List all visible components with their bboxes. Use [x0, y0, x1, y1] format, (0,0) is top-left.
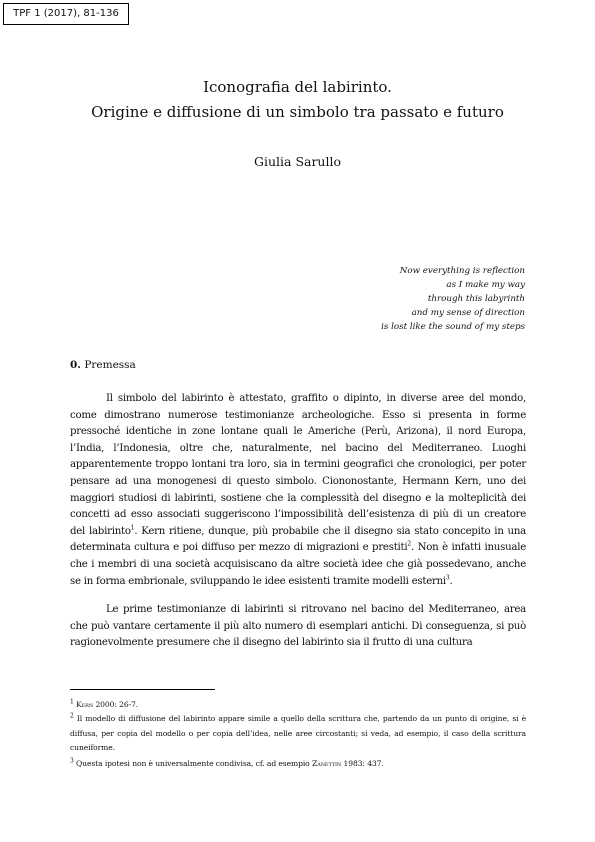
footnote-author: Zanettin [311, 759, 342, 768]
title-line-2: Origine e diffusione di un simbolo tra passato e futuro [91, 103, 504, 121]
paragraph-2: Le prime testimonianze di labirinti si ritrovano nel bacino del Mediterraneo, area che può vantare certamente il più alto numero di esemplari antichi. Di conseguenza, si può ragionevolmente presumere che il disegno del labirinto sia il frutto di una cultura [70, 604, 526, 649]
epigraph [381, 264, 525, 334]
section-number: 0. [70, 359, 81, 371]
footnote-ref[interactable]: 2 [407, 540, 411, 548]
epigraph-line: through this labyrinth [427, 294, 525, 304]
footnote-2 [70, 712, 526, 756]
paragraph-text: . [449, 575, 453, 587]
author-name: Giulia Sarullo [253, 154, 342, 169]
section-title: Premessa [84, 359, 136, 371]
footnote-number: 1 [70, 698, 74, 706]
paragraph-1 [70, 391, 526, 590]
footnote-text: Questa ipotesi non è universalmente condivisa, cf. ad esempio [76, 759, 312, 768]
footnote-number: 2 [70, 712, 74, 720]
footnote-text: Il modello di diffusione del labirinto appare simile a quello della scrittura che, partendo da un punto di origine, si è diffusa, per copia del modello o per copia dell’idea, nelle aree circostanti; si veda, ad esempio, il caso della scrittura cuneiforme. [70, 714, 526, 753]
epigraph-line: Now everything is reflection [399, 266, 525, 276]
section-heading [70, 359, 136, 371]
title-line-1: Iconografia del labirinto. [203, 78, 392, 96]
journal-reference: TPF 1 (2017), 81-136 [13, 8, 119, 19]
epigraph-line: is lost like the sound of my steps [381, 322, 525, 332]
footnote-separator [70, 689, 215, 690]
epigraph-line: and my sense of direction [411, 308, 525, 318]
footnote-ref[interactable]: 1 [130, 524, 135, 532]
footnote-number: 3 [70, 757, 74, 765]
footnote-author: Kern [76, 700, 94, 709]
paragraph-text: . Non è infatti inusuale che i membri di una società acquisiscano da altre società idee che già possedevano, anche se in forma embrionale, sviluppando le idee esistenti tramite modelli esterni [70, 542, 526, 587]
footnote-text: 1983: 437. [341, 759, 384, 768]
paragraph-text: . Kern ritiene, dunque, più probabile che il disegno sia stato concepito in una determinata cultura e poi diffuso per mezzo di migrazioni e prestiti [70, 525, 526, 554]
epigraph-line: as I make my way [446, 280, 525, 290]
journal-reference-box [3, 3, 129, 25]
footnote-3 [70, 757, 526, 772]
footnote-text: 2000: 26-7. [93, 700, 139, 709]
paragraph-text: Il simbolo del labirinto è attestato, graffito o dipinto, in diverse aree del mondo, come dimostrano numerose testimonianze archeologiche. Esso si presenta in forme pressoché identiche in zone lontane quali le Americhe (Perù, Arizona), il nord Europa, l’India, l’Indonesia, oltre che, naturalmente, nel bacino del Mediterraneo. Luoghi apparentemente troppo lontani tra loro, sia in termini geografici che cronologici, per poter pensare ad una monogenesi di questo simbolo. Ciononostante, Hermann Kern, uno dei maggiori studiosi di labirinti, sostiene che la complessità del disegno e la molteplicità dei concetti ad esso associati suggeriscono l’impossibilità dell’esistenza di più di un creatore del labirinto [70, 393, 526, 537]
footnote-1 [70, 698, 526, 713]
footnote-ref[interactable]: 3 [445, 574, 450, 582]
